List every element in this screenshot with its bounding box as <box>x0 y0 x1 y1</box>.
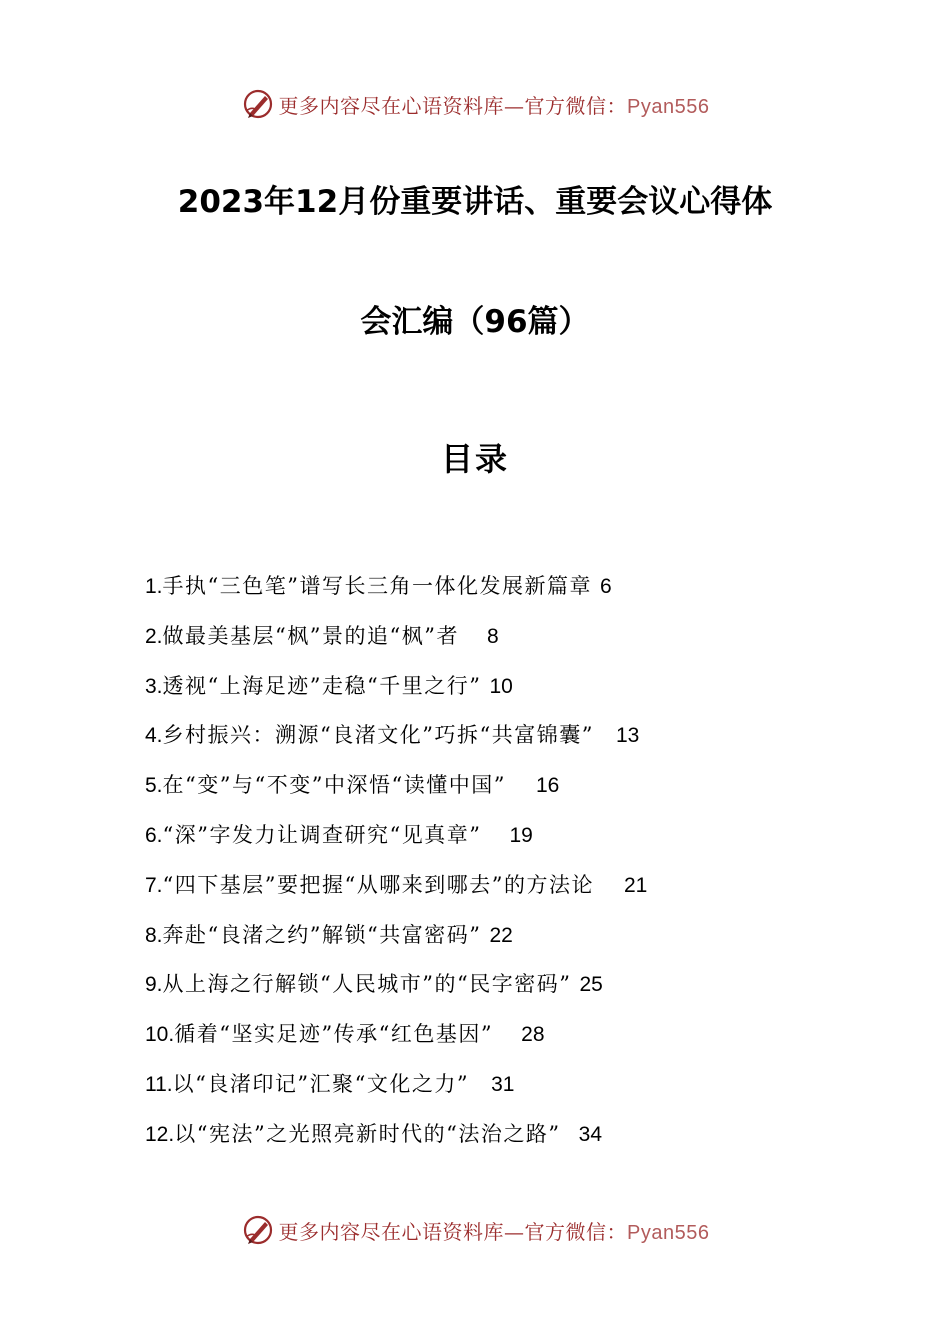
toc-entry[interactable]: 6.“深”字发力让调查研究“见真章” 19 <box>145 822 533 847</box>
watermark-text: 更多内容尽在心语资料库—官方微信：Pyan556 <box>278 93 710 118</box>
toc-heading: 目录 <box>440 440 509 478</box>
table-of-contents <box>145 568 845 1166</box>
toc-entry[interactable]: 10.循着“坚实足迹”传承“红色基因” 28 <box>145 1022 545 1047</box>
toc-entry[interactable]: 2.做最美基层“枫”景的追“枫”者 8 <box>145 623 499 648</box>
toc-entry[interactable]: 7.“四下基层”要把握“从哪来到哪去”的方法论 21 <box>145 872 648 897</box>
toc-entry[interactable]: 3.透视“上海足迹”走稳“千里之行” 10 <box>145 673 513 698</box>
header-watermark-banner <box>0 82 950 126</box>
footer-watermark-banner <box>0 1208 950 1252</box>
document-title-line-1: 2023年12月份重要讲话、重要会议心得体 <box>177 184 773 220</box>
toc-entry[interactable]: 12.以“宪法”之光照亮新时代的“法治之路” 34 <box>145 1121 603 1146</box>
document-title-line-2: 会汇编（96篇） <box>360 304 590 340</box>
toc-entry[interactable]: 1.手执“三色笔”谱写长三角一体化发展新篇章 6 <box>145 574 612 598</box>
watermark-text: 更多内容尽在心语资料库—官方微信：Pyan556 <box>278 1219 710 1244</box>
toc-entry[interactable]: 9.从上海之行解锁“人民城市”的“民字密码” 25 <box>145 972 603 997</box>
toc-entry[interactable]: 8.奔赴“良渚之约”解锁“共富密码” 22 <box>145 922 513 947</box>
pen-quill-logo-icon <box>241 1213 275 1247</box>
pen-quill-logo-icon <box>241 87 275 121</box>
toc-entry[interactable]: 5.在“变”与“不变”中深悟“读懂中国” 16 <box>145 773 560 798</box>
toc-entry[interactable]: 4.乡村振兴：溯源“良渚文化”巧拆“共富锦囊” 13 <box>145 723 640 748</box>
toc-entry[interactable]: 11.以“良渚印记”汇聚“文化之力” 31 <box>145 1071 515 1096</box>
